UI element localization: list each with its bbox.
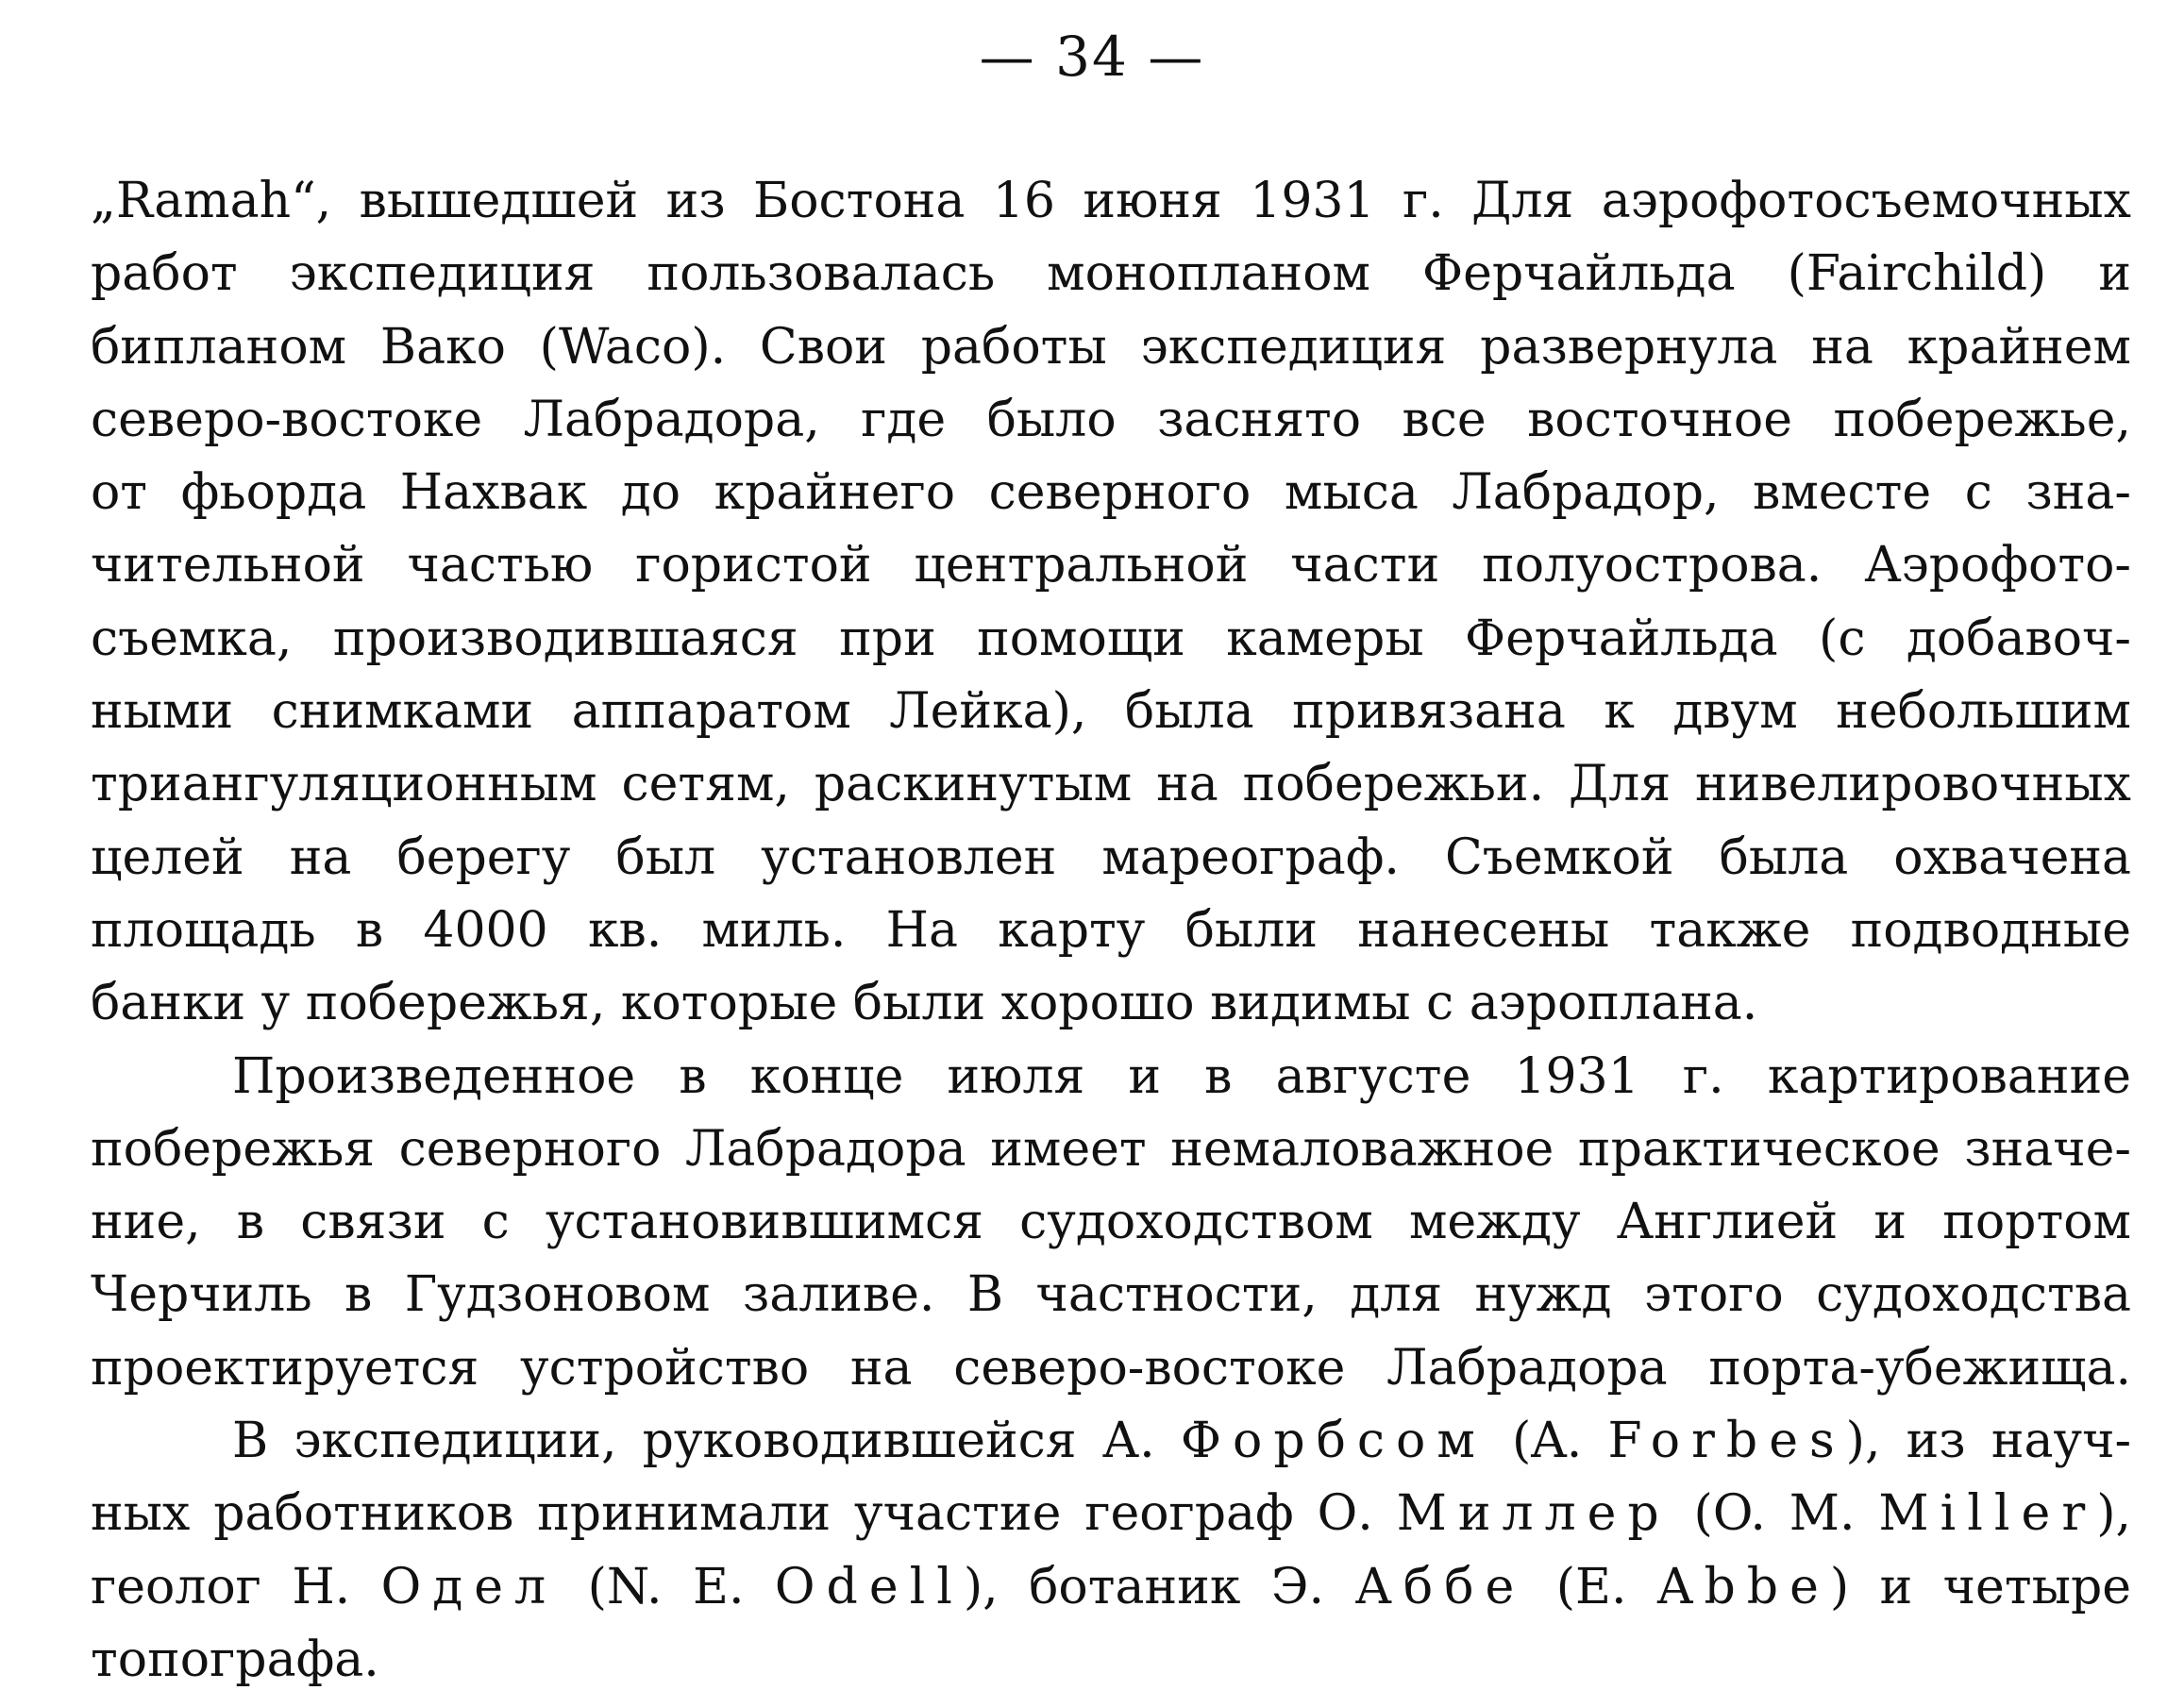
text-segment: (N. E. bbox=[587, 1558, 745, 1615]
person-name-latin: Miller bbox=[1878, 1485, 2097, 1543]
text-line: съемка, производившаяся при помощи камеры Ферчайльда (с добавоч- bbox=[91, 610, 2131, 667]
text-line: триангуляционным сетям, раскинутым на побережьи. Для нивелировочных bbox=[91, 756, 2131, 813]
person-name: Аббе bbox=[1354, 1558, 1526, 1615]
text-line: от фьорда Нахвак до крайнего северного мыса Лабрадор, вместе с зна- bbox=[91, 464, 2131, 522]
paragraph-3 bbox=[91, 1405, 2131, 1697]
text-line: побережья северного Лабрадора имеет немаловажное практическое значе- bbox=[91, 1120, 2131, 1178]
text-segment: ), bbox=[2096, 1485, 2132, 1543]
text-line: северо-востоке Лабрадора, где было заснято все восточное побережье, bbox=[91, 391, 2131, 448]
paragraph-2 bbox=[91, 1041, 2131, 1405]
text-line: проектируется устройство на северо-востоке Лабрадора порта-убежища. bbox=[91, 1339, 2131, 1397]
text-line bbox=[91, 1405, 2131, 1478]
text-line: ными снимками аппаратом Лейка), была привязана к двум небольшим bbox=[91, 683, 2131, 741]
text-segment: В экспедиции, руководившейся А. bbox=[232, 1413, 1155, 1470]
text-line: бипланом Вако (Waco). Свои работы экспедиция развернула на крайнем bbox=[91, 318, 2131, 376]
text-line: топографа. bbox=[91, 1631, 379, 1688]
page-number: — 34 — bbox=[979, 25, 1205, 89]
person-name: Одел bbox=[380, 1558, 558, 1615]
text-line bbox=[91, 1551, 2131, 1624]
body-text bbox=[91, 165, 2131, 1697]
text-line: чительной частью гористой центральной части полуострова. Аэрофото- bbox=[91, 537, 2131, 594]
text-line: целей на берегу был установлен мареограф. Съемкой была охвачена bbox=[91, 828, 2131, 886]
text-line: ние, в связи с установившимся судоходством между Англией и портом bbox=[91, 1194, 2131, 1251]
text-segment: ), из науч- bbox=[1845, 1413, 2132, 1470]
text-segment: ) и четыре bbox=[1829, 1558, 2132, 1615]
person-name-latin: Forbes bbox=[1607, 1413, 1846, 1470]
text-segment: (E. bbox=[1555, 1558, 1627, 1615]
text-line: работ экспедиция пользовалась монопланом Ферчайльда (Fairchild) и bbox=[91, 245, 2131, 303]
text-line: „Ramah“, вышедшей из Бостона 16 июня 1931 г. Для аэрофотосъемочных bbox=[91, 173, 2131, 229]
person-name: Миллер bbox=[1396, 1485, 1671, 1543]
text-line bbox=[91, 1478, 2131, 1550]
text-segment: (O. M. bbox=[1693, 1485, 1856, 1543]
person-name-latin: Odell bbox=[774, 1558, 964, 1615]
text-segment: (A. bbox=[1511, 1413, 1583, 1470]
text-line: банки у побережья, которые были хорошо видимы с аэроплана. bbox=[91, 975, 1758, 1032]
paragraph-1 bbox=[91, 165, 2131, 1041]
text-line: площадь в 4000 кв. миль. На карту были нанесены также подводные bbox=[91, 901, 2131, 959]
text-segment: геолог Н. bbox=[91, 1558, 351, 1615]
text-line: Произведенное в конце июля и в августе 1931 г. картирование bbox=[232, 1047, 2131, 1105]
person-name: Форбсом bbox=[1180, 1413, 1487, 1470]
text-segment: ), ботаник Э. bbox=[963, 1558, 1325, 1615]
person-name-latin: Abbe bbox=[1656, 1558, 1830, 1615]
text-line: Черчиль в Гудзоновом заливе. В частности, для нужд этого судоходства bbox=[91, 1266, 2131, 1324]
text-segment: ных работников принимали участие географ О. bbox=[91, 1485, 1373, 1543]
